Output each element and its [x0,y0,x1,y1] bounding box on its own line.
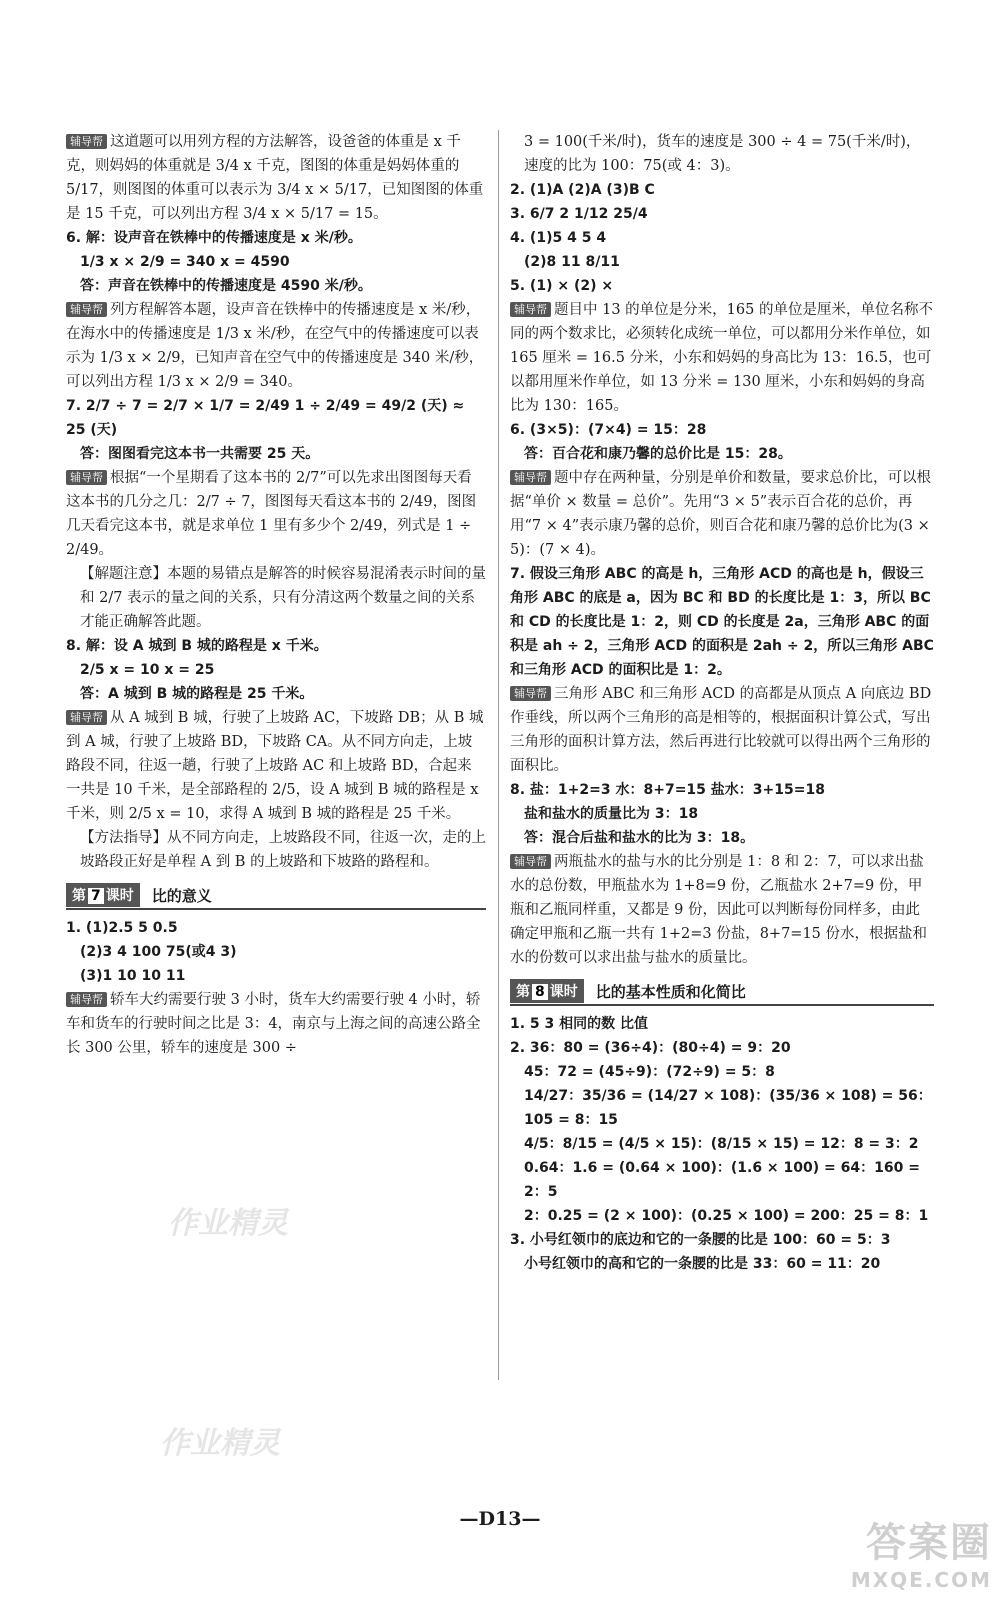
help-tag: 辅导帮 [510,470,551,485]
answer-line: 6. (3×5)：(7×4) = 15：28 [510,422,707,438]
answer-line: 0.64：1.6 = (0.64 × 100)：(1.6 × 100) = 64：160 = 2：5 [524,1160,920,1200]
lesson-header [510,978,934,1006]
corner-logo-url: MXQE.COM [850,1568,992,1592]
lesson-number: 7 [88,888,104,904]
lesson-header [66,882,486,910]
answer-line: 1. 5 3 相同的数 比值 [510,1016,649,1032]
lesson-suffix: 课时 [105,888,134,904]
answer-line: 45：72 = (45÷9)：(72÷9) = 5：8 [524,1064,775,1080]
left-column [66,130,486,1060]
watermark: 作业精灵 [168,1206,288,1241]
answer-line: 7. 假设三角形 ABC 的高是 h，三角形 ACD 的高也是 h，假设三角形 ABC 的底是 a，因为 BC 和 BD 的长度比是 1：3，所以 BC 和 CD 的长度比是 1：2，则 CD 的长度是 2a，三角形 ABC 的面积是 ah ÷ 2，三角形 ACD 的面积是 2ah ÷ 2，所以三角形 ABC 和三角形 ACD 的面积比是 1：2。 [510,566,934,678]
help-note [66,988,486,1060]
answer-line: 2/5 x = 10 x = 25 [80,662,215,678]
help-text: 列方程解答本题，设声音在铁棒中的传播速度是 x 米/秒，在海水中的传播速度是 1/3 x 米/秒，在空气中的传播速度可以表示为 1/3 x × 2/9，已知声音在空气中的传播速度是 340 米/秒，可以列出方程 1/3 x × 2/9 = 340。 [66,302,484,390]
help-tag: 辅导帮 [66,302,107,317]
help-tag: 辅导帮 [66,992,107,1007]
note-line: 【解题注意】本题的易错点是解答的时候容易混淆表示时间的量和 2/7 表示的量之间的关系，只有分清这两个数量之间的关系才能正确解答此题。 [80,566,486,630]
help-note [66,466,486,562]
note-line: 【方法指导】从不同方向走，上坡路段不同，往返一次，走的上坡路段正好是单程 A 到 B 的上坡路和下坡路的路程和。 [80,830,486,870]
answer-line: 2. (1)A (2)A (3)B C [510,182,655,198]
help-tag: 辅导帮 [510,302,551,317]
answer-line: 8. 解：设 A 城到 B 城的路程是 x 千米。 [66,638,328,654]
answer-line: 小号红领巾的高和它的一条腰的比是 33：60 = 11：20 [524,1256,881,1272]
lesson-title: 比的基本性质和化简比 [595,982,746,1001]
answer-line: 1. (1)2.5 5 0.5 [66,920,178,936]
answer-line: 答：A 城到 B 城的路程是 25 千米。 [80,686,314,702]
help-note [510,850,934,970]
answer-line: 6. 解：设声音在铁棒中的传播速度是 x 米/秒。 [66,230,362,246]
lesson-title: 比的意义 [151,886,212,905]
answer-line: 答：混合后盐和盐水的比为 3：18。 [524,830,755,846]
note-line: 3 = 100(千米/时)，货车的速度是 300 ÷ 4 = 75(千米/时)，速度的比为 100：75(或 4：3)。 [524,134,921,174]
answer-line: 2. 36：80 = (36÷4)：(80÷4) = 9：20 [510,1040,791,1056]
help-text: 这道题可以用列方程的方法解答，设爸爸的体重是 x 千克，则妈妈的体重就是 3/4 x 千克，图图的体重是妈妈体重的 5/17，则图图的体重可以表示为 3/4 x × 5/17，已知图图的体重是 15 千克，可以列出方程 3/4 x × 5/17 = 15。 [66,134,484,222]
answer-line: 14/27：35/36 = (14/27 × 108)：(35/36 × 108) = 56：105 = 8：15 [524,1088,932,1128]
lesson-badge [66,883,140,907]
help-note [66,130,486,226]
answer-line: (3)1 10 10 11 [80,968,186,984]
help-note [510,298,934,418]
answer-line: 盐和盐水的质量比为 3：18 [524,806,699,822]
answer-line: (2)3 4 100 75(或4 3) [80,944,237,960]
help-text: 三角形 ABC 和三角形 ACD 的高都是从顶点 A 向底边 BD 作垂线，所以两个三角形的高是相等的，根据面积计算公式，写出三角形的面积计算方法，然后再进行比较就可以得出两个三角形的面积比。 [510,686,932,774]
answer-line: 答：图图看完这本书一共需要 25 天。 [80,446,320,462]
corner-logo-text: 答案圈 [866,1520,992,1566]
lesson-prefix: 第 [72,888,86,904]
help-tag: 辅导帮 [510,854,551,869]
answer-line: 5. (1) × (2) × [510,278,614,294]
help-text: 从 A 城到 B 城，行驶了上坡路 AC，下坡路 DB；从 B 城到 A 城，行驶了上坡路 BD，下坡路 CA。从不同方向走，上坡路段不同，往返一趟，行驶了上坡路 AC 和上坡路 BD，合起来一共是 10 千米，是全部路程的 2/5，设 A 城到 B 城的路程是 x 千米，则 2/5 x = 10，求得 A 城到 B 城的路程是 25 千米。 [66,710,484,822]
help-tag: 辅导帮 [66,710,107,725]
lesson-badge [510,979,584,1003]
help-tag: 辅导帮 [66,470,107,485]
help-note [66,298,486,394]
answer-line: 答：百合花和康乃馨的总价比是 15：28。 [524,446,792,462]
help-text: 题目中 13 的单位是分米，165 的单位是厘米，单位名称不同的两个数求比，必须转化成统一单位，可以都用分米作单位，如 165 厘米 = 16.5 分米，小东和妈妈的身高比为 13：16.5，也可以都用厘米作单位，如 13 分米 = 130 厘米，小东和妈妈的身高比为 130：165。 [510,302,933,414]
answer-line: 2：0.25 = (2 × 100)：(0.25 × 100) = 200：25 = 8：1 [524,1208,929,1224]
help-text: 两瓶盐水的盐与水的比分别是 1：8 和 2：7，可以求出盐水的总份数，甲瓶盐水为 1+8=9 份，乙瓶盐水 2+7=9 份，甲瓶和乙瓶同样重，又都是 9 份，因此可以判断每份同样多，由此确定甲瓶和乙瓶一共有 1+2=3 份盐，8+7=15 份水，根据盐和水的份数可以求出盐与盐水的质量比。 [510,854,928,966]
right-column [510,130,934,1276]
corner-logo [851,1511,992,1592]
lesson-prefix: 第 [516,984,530,1000]
help-note [510,466,934,562]
help-note [510,682,934,778]
help-note [66,706,486,826]
answer-line: 4/5：8/15 = (4/5 × 15)：(8/15 × 15) = 12：8 = 3：2 [524,1136,919,1152]
answer-line: 3. 小号红领巾的底边和它的一条腰的比是 100：60 = 5：3 [510,1232,891,1248]
help-text: 根据“一个星期看了这本书的 2/7”可以先求出图图每天看这本书的几分之几：2/7 ÷ 7，图图每天看这本书的 2/49，图图几天看完这本书，就是求单位 1 里有多少个 2/49，列式是 1 ÷ 2/49。 [66,470,477,558]
page-number: —D13— [459,1508,541,1530]
answer-line: 1/3 x × 2/9 = 340 x = 4590 [80,254,290,270]
answer-line: 7. 2/7 ÷ 7 = 2/7 × 1/7 = 2/49 1 ÷ 2/49 = 49/2 (天) ≈ 25 (天) [66,398,465,438]
watermark: 作业精灵 [160,1426,280,1461]
help-tag: 辅导帮 [510,686,551,701]
answer-line: (2)8 11 8/11 [524,254,620,270]
lesson-suffix: 课时 [549,984,578,1000]
help-text: 轿车大约需要行驶 3 小时，货车大约需要行驶 4 小时，轿车和货车的行驶时间之比是 3：4，南京与上海之间的高速公路全长 300 公里，轿车的速度是 300 ÷ [66,992,481,1056]
answer-line: 3. 6/7 2 1/12 25/4 [510,206,648,222]
answer-line: 4. (1)5 4 5 4 [510,230,607,246]
help-tag: 辅导帮 [66,134,107,149]
help-text: 题中存在两种量，分别是单价和数量，要求总价比，可以根据“单价 × 数量 = 总价”。先用“3 × 5”表示百合花的总价，再用“7 × 4”表示康乃馨的总价，则百合花和康乃馨的总价比为(3 × 5)：(7 × 4)。 [510,470,931,558]
answer-line: 8. 盐：1+2=3 水：8+7=15 盐水：3+15=18 [510,782,825,798]
lesson-number: 8 [532,984,548,1000]
answer-line: 答：声音在铁棒中的传播速度是 4590 米/秒。 [80,278,372,294]
